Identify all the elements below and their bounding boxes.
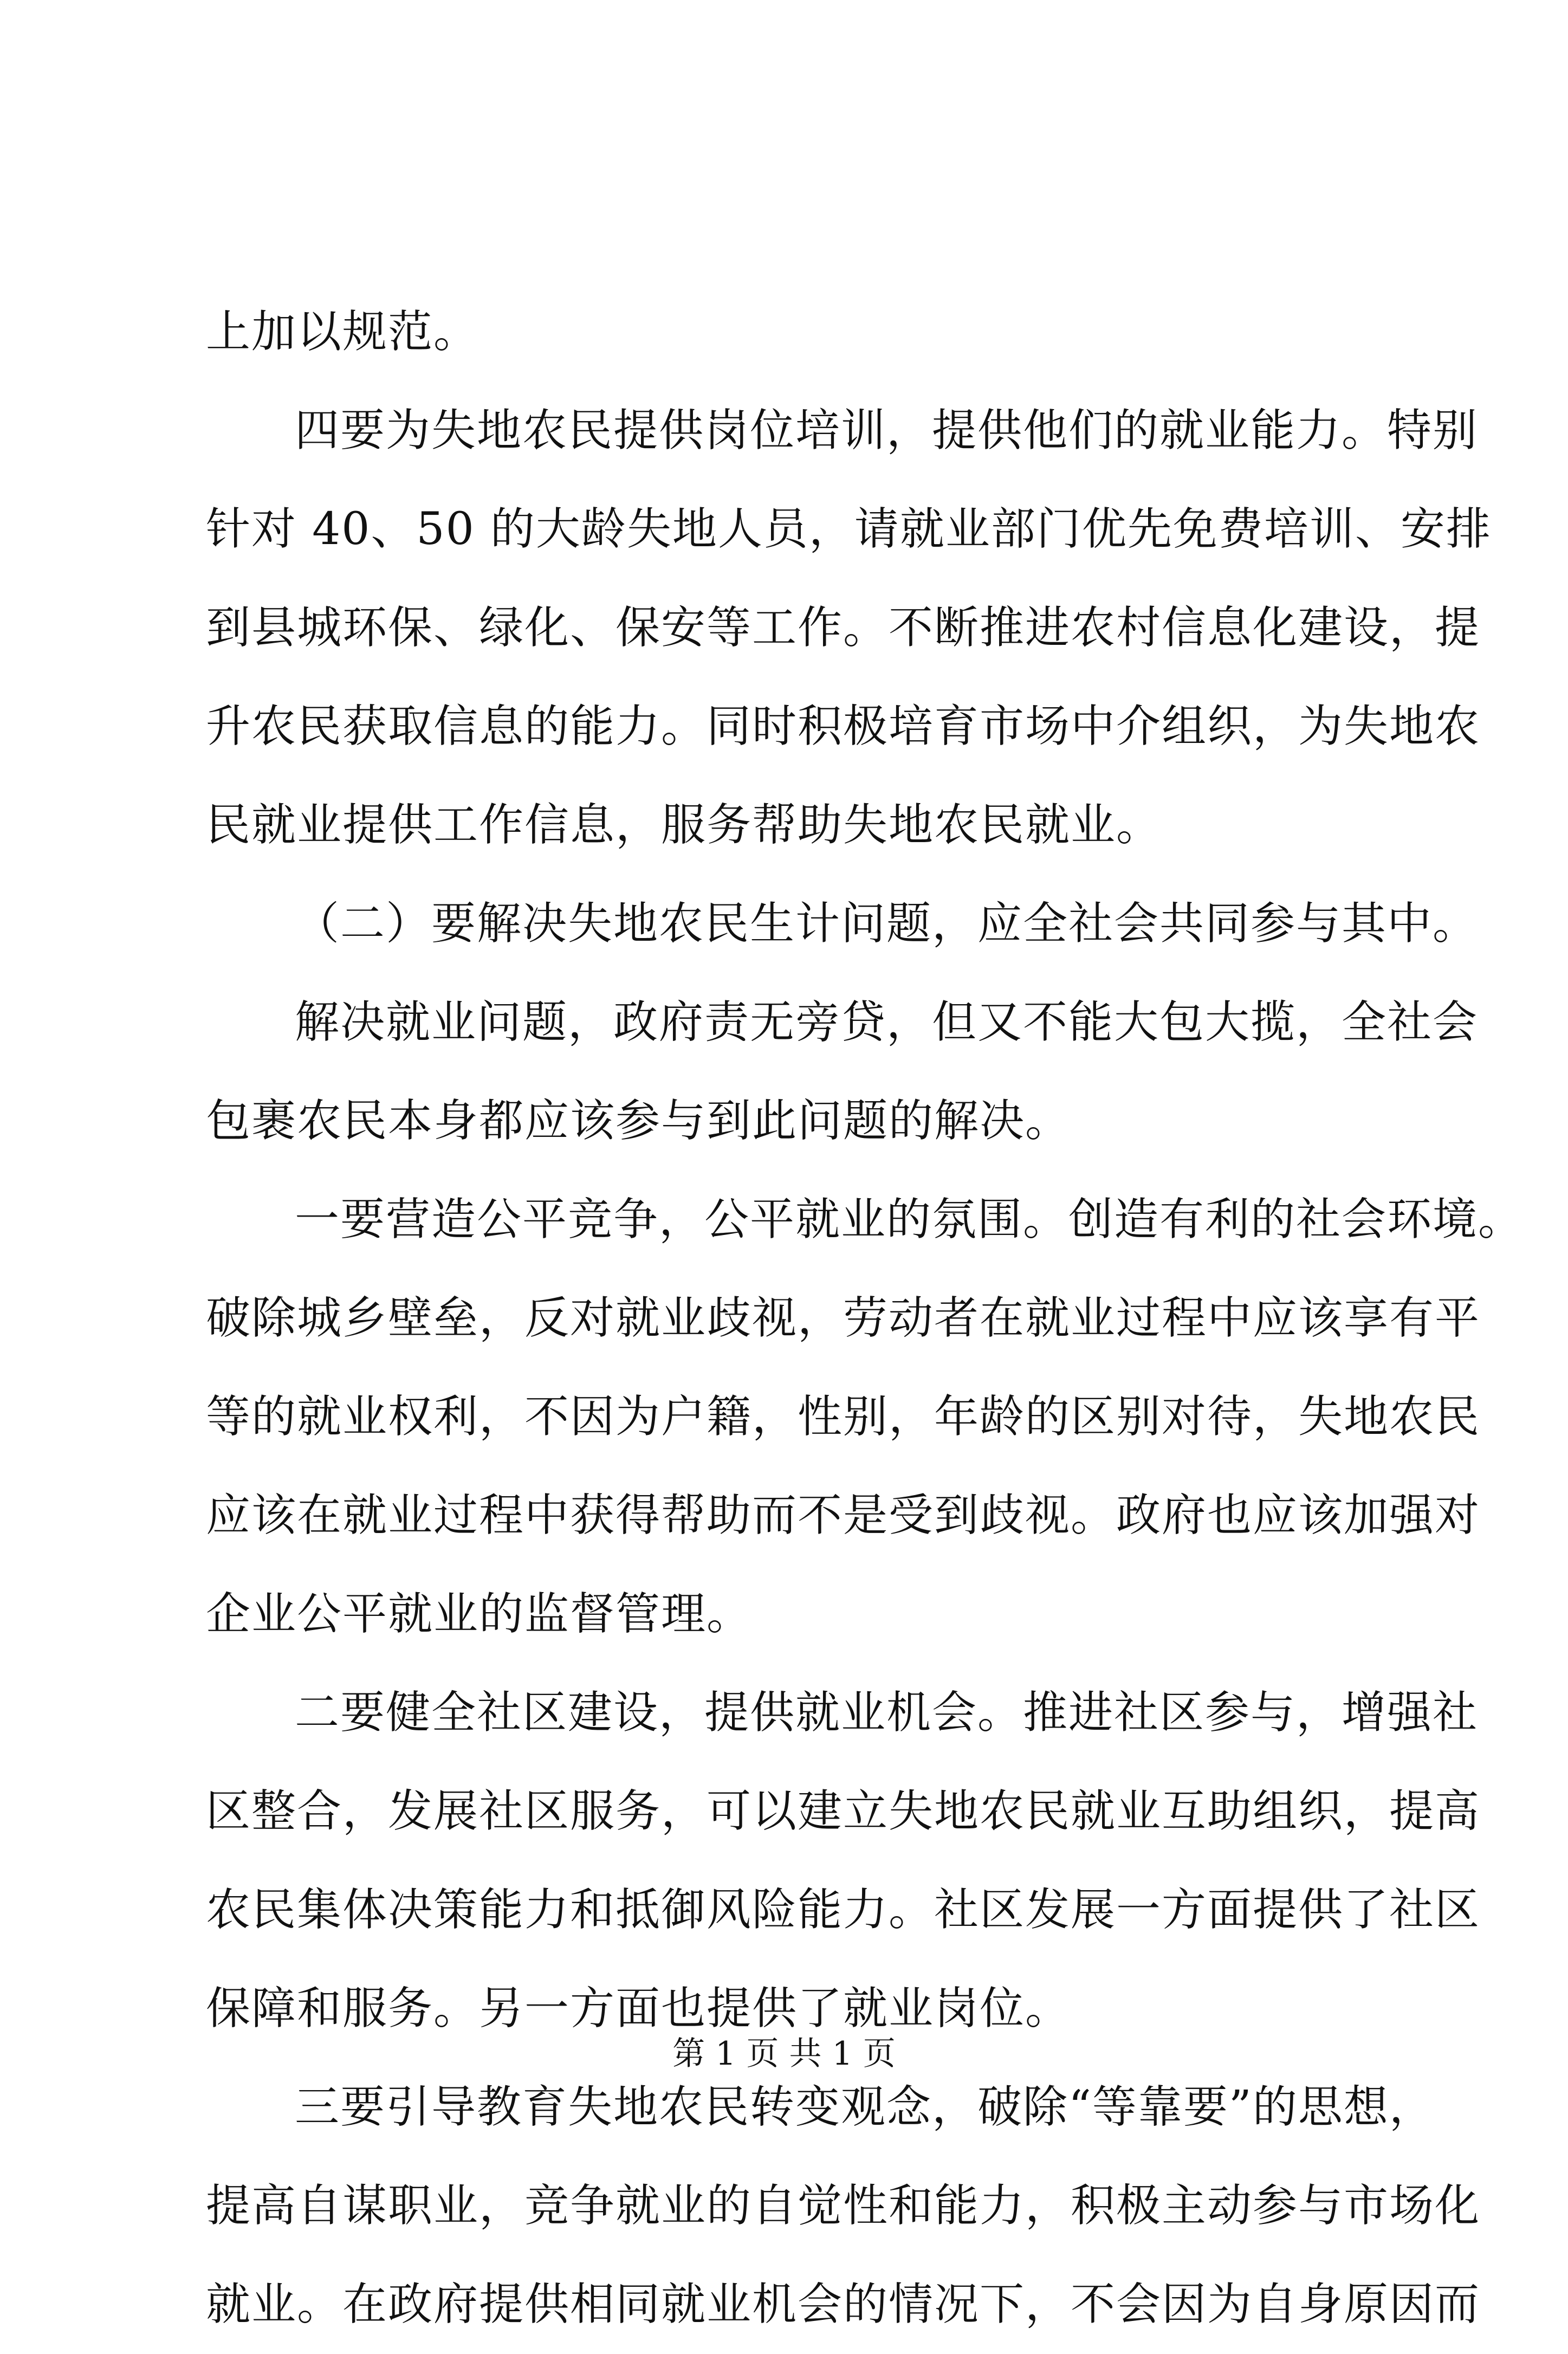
- text-line: 民就业提供工作信息，服务帮助失地农民就业。: [206, 799, 1162, 851]
- text-line: 提高自谋职业，竞争就业的自觉性和能力，积极主动参与市场化: [206, 2180, 1481, 2232]
- text-line: 区整合，发展社区服务，可以建立失地农民就业互助组织，提高: [206, 1786, 1481, 1837]
- text-line: （二）要解决失地农民生计问题，应全社会共同参与其中。: [295, 898, 1479, 949]
- text-line: 一要营造公平竞争，公平就业的氛围。创造有利的社会环境。: [295, 1194, 1524, 1245]
- text-line: 到县城环保、绿化、保安等工作。不断推进农村信息化建设，提: [206, 602, 1481, 654]
- page-footer: 第 1 页 共 1 页: [672, 2035, 896, 2073]
- text-line: 上加以规范。: [206, 306, 480, 358]
- text-line: 就业。在政府提供相同就业机会的情况下，不会因为自身原因而: [206, 2279, 1481, 2330]
- text-line: 包裹农民本身都应该参与到此问题的解决。: [206, 1095, 1071, 1147]
- text-line: 农民集体决策能力和抵御风险能力。社区发展一方面提供了社区: [206, 1884, 1481, 1936]
- text-line: 升农民获取信息的能力。同时积极培育市场中介组织，为失地农: [206, 701, 1481, 752]
- text-line: 破除城乡壁垒，反对就业歧视，劳动者在就业过程中应该享有平: [206, 1292, 1481, 1344]
- text-line: 解决就业问题，政府责无旁贷，但又不能大包大揽，全社会: [295, 997, 1479, 1048]
- text-line: 四要为失地农民提供岗位培训，提供他们的就业能力。特别: [295, 405, 1479, 456]
- text-line: 企业公平就业的监督管理。: [206, 1588, 753, 1640]
- text-line: 针对 40、50 的大龄失地人员，请就业部门优先免费培训、安排: [206, 503, 1492, 555]
- text-line: 三要引导教育失地农民转变观念，破除“等靠要”的思想，: [295, 2081, 1435, 2133]
- text-line: 等的就业权利，不因为户籍，性别，年龄的区别对待，失地农民: [206, 1391, 1481, 1443]
- text-line: 保障和服务。另一方面也提供了就业岗位。: [206, 1983, 1071, 2034]
- text-line: 应该在就业过程中获得帮助而不是受到歧视。政府也应该加强对: [206, 1490, 1481, 1541]
- text-line: 二要健全社区建设，提供就业机会。推进社区参与，增强社: [295, 1687, 1479, 1738]
